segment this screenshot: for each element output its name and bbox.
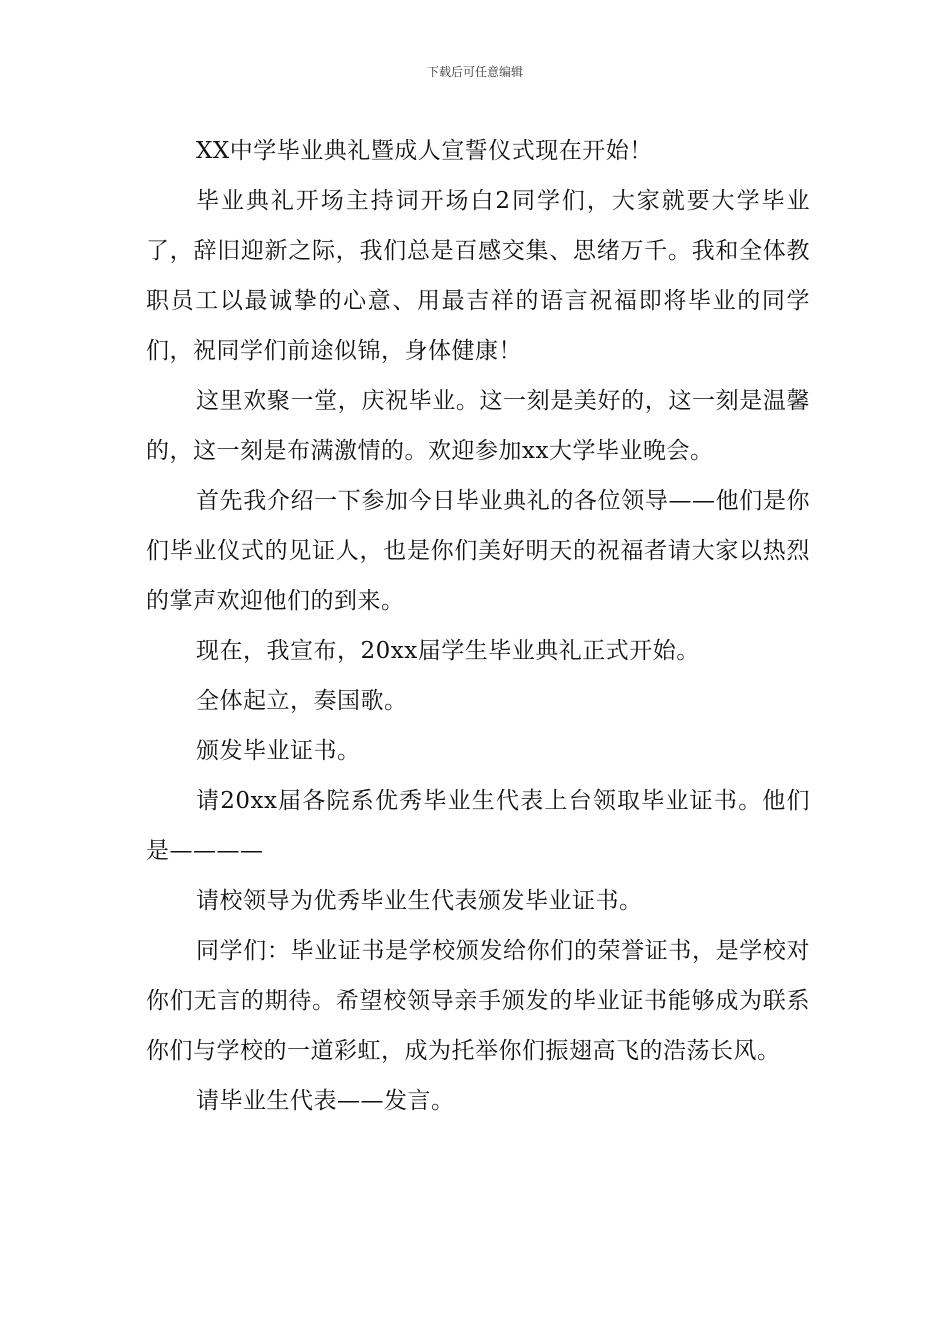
paragraph-representatives-on-stage: 请20xx届各院系优秀毕业生代表上台领取毕业证书。他们是———— xyxy=(146,788,810,864)
paragraph-award-certificates: 颁发毕业证书。 xyxy=(196,738,361,764)
paragraph-introduce-leaders: 首先我介绍一下参加今日毕业典礼的各位领导——他们是你们毕业仪式的见证人，也是你们美好明天的祝福者请大家以热烈的掌声欢迎他们的到来。 xyxy=(146,488,810,614)
paragraph-certificate-meaning: 同学们：毕业证书是学校颁发给你们的荣誉证书，是学校对你们无言的期待。希望校领导亲手颁发的毕业证书能够成为联系你们与学校的一道彩虹，成为托举你们振翅高飞的浩荡长风。 xyxy=(146,938,810,1064)
paragraph-host-speech: 毕业典礼开场主持词开场白2同学们，大家就要大学毕业了，辞旧迎新之际，我们总是百感交集、思绪万千。我和全体教职员工以最诚挚的心意、用最吉祥的语言祝福即将毕业的同学们，祝同学们前途似锦，身体健康！ xyxy=(146,188,810,364)
paragraph-leaders-award: 请校领导为优秀毕业生代表颁发毕业证书。 xyxy=(196,888,643,914)
paragraph-announce-start: 现在，我宣布，20xx届学生毕业典礼正式开始。 xyxy=(196,638,700,664)
paragraph-opening: XX中学毕业典礼暨成人宣誓仪式现在开始！ xyxy=(196,138,653,164)
paragraph-national-anthem: 全体起立，奏国歌。 xyxy=(196,688,408,714)
page-header-note: 下载后可任意编辑 xyxy=(426,65,523,79)
paragraph-representative-speech: 请毕业生代表——发言。 xyxy=(196,1088,455,1114)
document-body xyxy=(146,126,810,1126)
paragraph-gathering: 这里欢聚一堂，庆祝毕业。这一刻是美好的，这一刻是温馨的，这一刻是布满激情的。欢迎参加xx大学毕业晚会。 xyxy=(146,388,810,464)
